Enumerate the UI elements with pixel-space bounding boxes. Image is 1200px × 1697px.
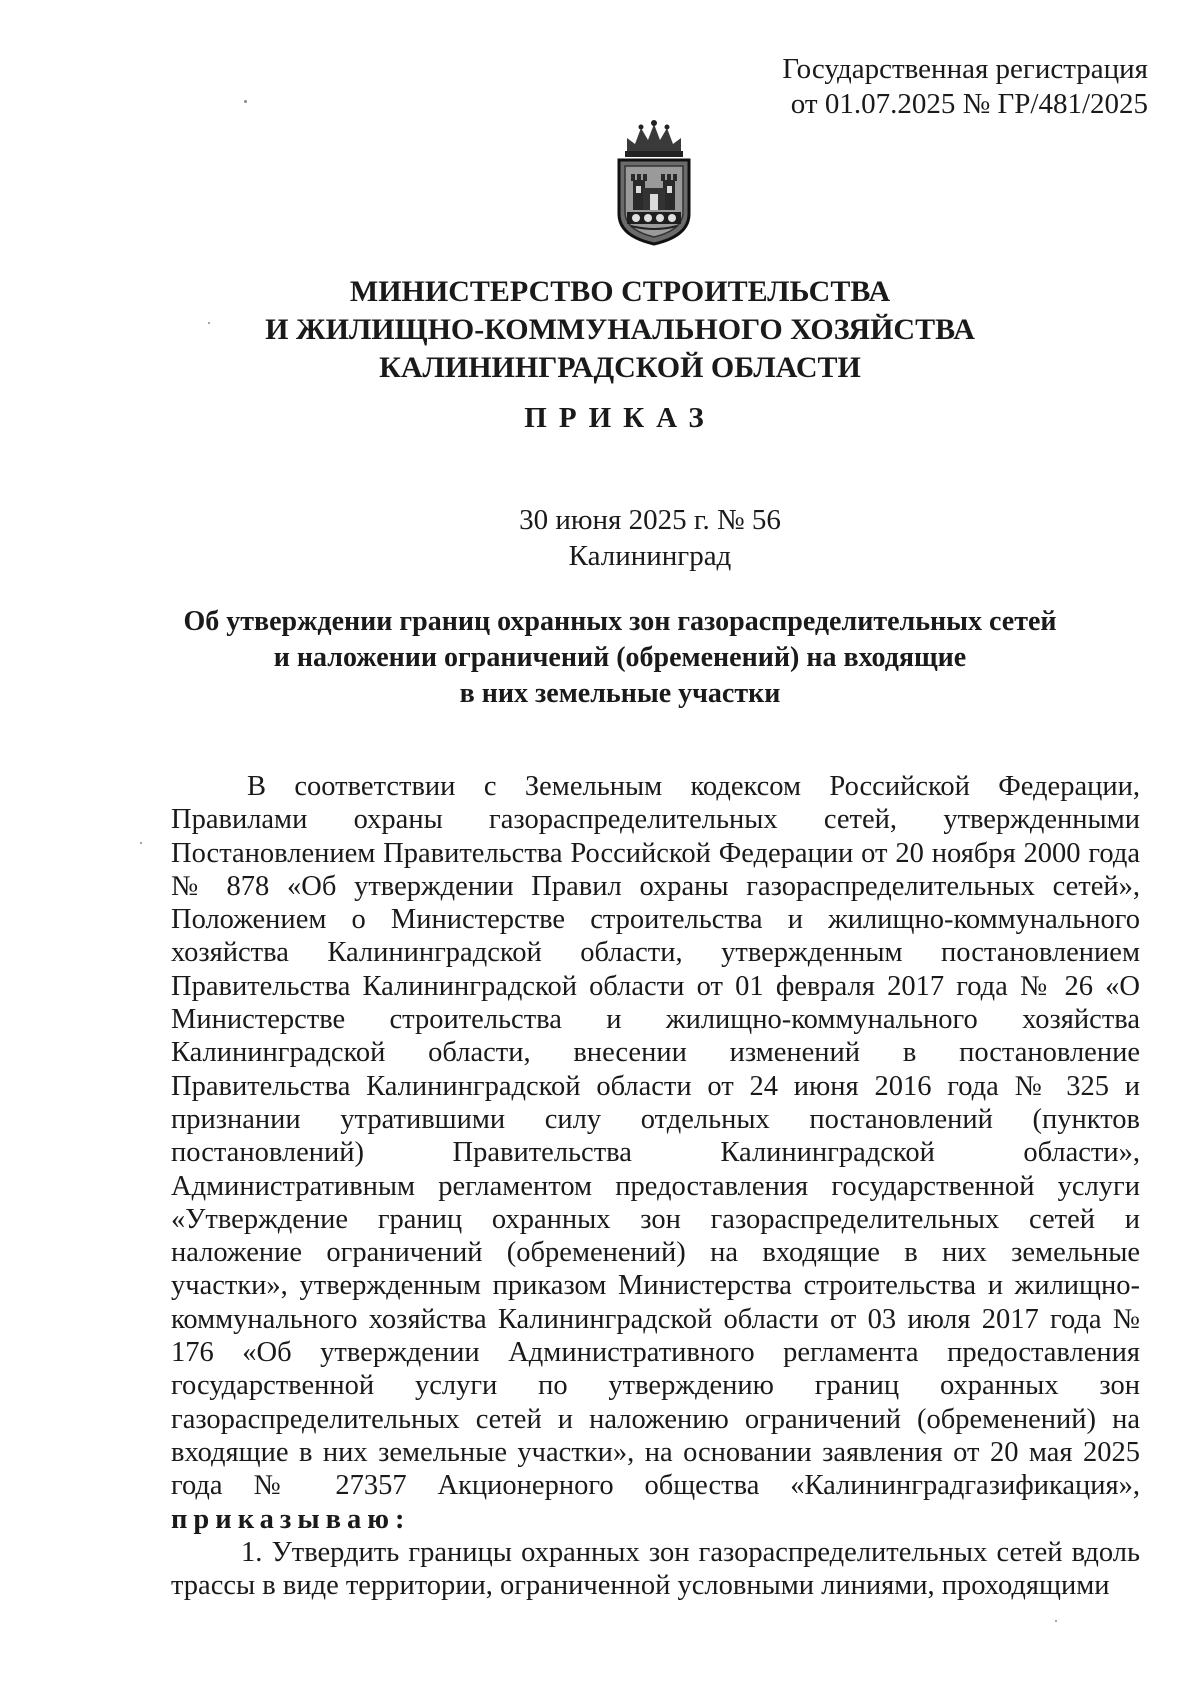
ministry-line-3: КАЛИНИНГРАДСКОЙ ОБЛАСТИ (379, 351, 861, 384)
kaliningrad-region-coat-of-arms-icon (613, 118, 695, 246)
scan-speck (208, 322, 210, 324)
ministry-line-1: МИНИСТЕРСТВО СТРОИТЕЛЬСТВА (349, 275, 891, 308)
registration-line-2: от 01.07.2025 № ГР/481/2025 (790, 88, 1148, 120)
item-1-paragraph: 1. Утвердить границы охранных зон газораспределительных сетей вдоль трассы в виде территории, ограниченной условными линиями, проходящими (171, 1536, 1140, 1602)
subject-line-1: Об утверждении границ охранных зон газораспределительных сетей (183, 606, 1057, 637)
subject-line-2: и наложении ограничений (обременений) на входящие (273, 642, 967, 673)
order-title: ПРИКАЗ (524, 402, 716, 434)
registration-line-1: Государственная регистрация (782, 53, 1148, 85)
subject-line-3: в них земельные участки (459, 678, 781, 709)
order-city: Калининград (568, 540, 732, 572)
order-subject (20, 604, 1200, 712)
order-date-number: 30 июня 2025 г. № 56 (519, 504, 781, 536)
preamble-text: В соответствии с Земельным кодексом Российской Федерации, Правилами охраны газораспределительных сетей, утвержденными Постановлением Правительства Российской Федерации от 20 ноября 2000 года № 878 «Об утверждении Правил охраны газораспределительных сетей», Положением о Министерстве строительства и жилищно-коммунального хозяйства Калининградской области, утвержденным постановлением Правительства Калининградской области от 01 февраля 2017 года № 26 «О Министерстве строительства и жилищно-коммунального хозяйства Калининградской области, внесении изменений в постановление Правительства Калининградской области от 24 июня 2016 года № 325 и признании утратившими силу отдельных постановлений (пунктов постановлений) Правительства Калининградской области», Административным регламентом предоставления государственной услуги «Утверждение границ охранных зон газораспределительных сетей и наложение ограничений (обременений) на входящие в них земельные участки», утвержденным приказом Министерства строительства и жилищно-коммунального хозяйства Калининградской области от 03 июля 2017 года № 176 «Об утверждении Административного регламента предоставления государственной услуги по утверждению границ охранных зон газораспределительных сетей и наложению ограничений (обременений) на входящие в них земельные участки», на основании заявления от 20 мая 2025 года № 27357 Акционерного общества «Калининградгазификация», (171, 771, 1140, 1502)
order-date-block (50, 502, 1200, 574)
ministry-name (20, 273, 1200, 387)
order-body (171, 770, 1140, 1602)
scan-speck (140, 842, 142, 844)
ministry-line-2: И ЖИЛИЩНО-КОММУНАЛЬНОГО ХОЗЯЙСТВА (265, 313, 975, 346)
preamble-paragraph (171, 770, 1140, 1536)
registration-stamp (782, 52, 1148, 122)
scan-speck (244, 100, 247, 103)
decree-word: приказываю: (171, 1503, 411, 1535)
scan-speck (1055, 1620, 1057, 1622)
